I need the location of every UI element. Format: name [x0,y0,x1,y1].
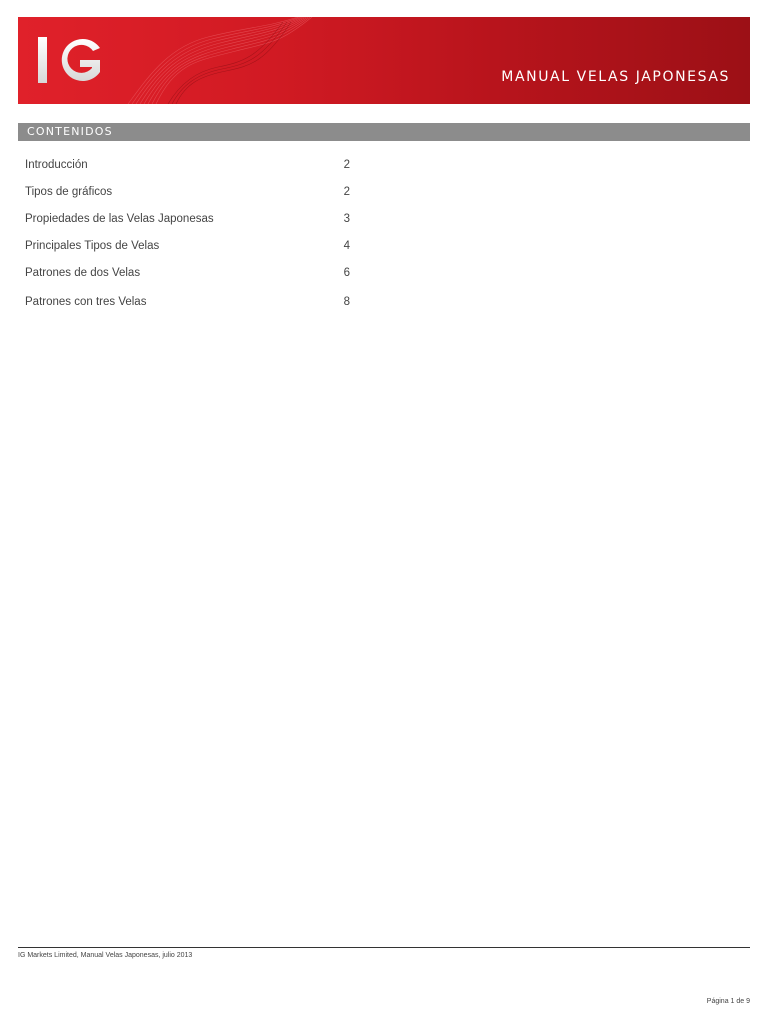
toc-entry-page: 6 [343,267,350,279]
ribbon-graphic [18,17,750,104]
toc-entry-page: 4 [343,240,350,252]
document-title: MANUAL VELAS JAPONESAS [501,69,730,85]
toc-entry-page: 8 [343,296,350,308]
toc-entry-label: Introducción [25,159,88,171]
toc-entry[interactable] [25,294,350,310]
toc-entry[interactable] [25,238,350,254]
toc-entry-label: Principales Tipos de Velas [25,240,160,252]
toc-entry[interactable] [25,157,350,173]
footer-divider [18,947,750,948]
toc-entry-label: Patrones con tres Velas [25,296,147,308]
toc-entry-page: 2 [343,186,350,198]
footer-note: IG Markets Limited, Manual Velas Japonesas, julio 2013 [18,952,193,959]
page-number: Página 1 de 9 [706,998,750,1005]
toc-entry-label: Patrones de dos Velas [25,267,141,279]
toc-entry-label: Tipos de gráficos [25,186,113,198]
toc-entry-label: Propiedades de las Velas Japonesas [25,213,214,225]
header-banner [18,17,750,104]
toc-entry-page: 2 [343,159,350,171]
contents-heading-bar [18,123,750,141]
ig-logo [36,34,106,86]
toc-entry-page: 3 [343,213,350,225]
contents-heading: CONTENIDOS [27,125,113,138]
toc-entry[interactable] [25,211,350,227]
toc-entry[interactable] [25,265,350,281]
toc-entry[interactable] [25,184,350,200]
